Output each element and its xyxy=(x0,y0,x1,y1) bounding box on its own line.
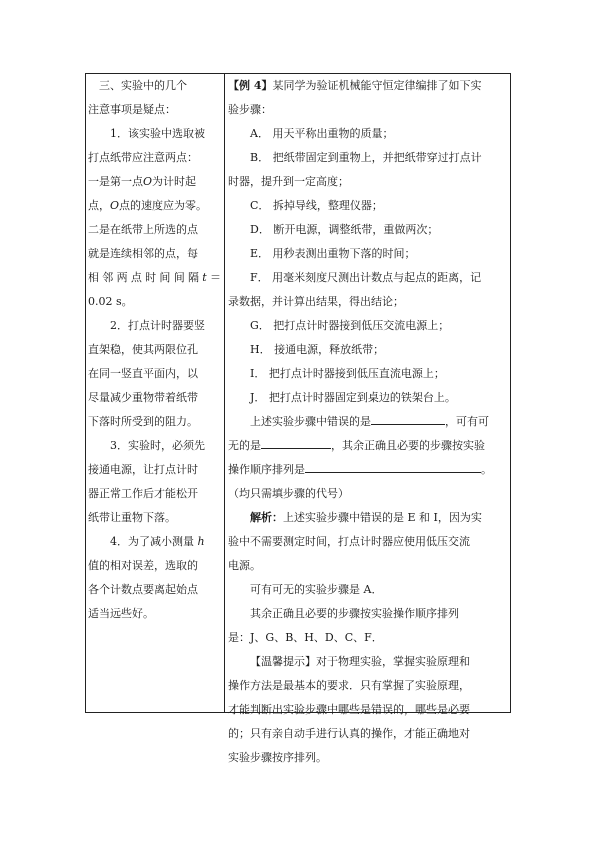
step-e: E． 用秒表测出重物下落的时间； xyxy=(250,247,416,260)
example-intro: 验步骤： xyxy=(228,103,272,116)
answer-blank[interactable] xyxy=(261,435,331,449)
note-text: 器正常工作后才能松开 xyxy=(88,487,198,500)
example-intro: 【例 4】某同学为验证机械能守恒定律编排了如下实 xyxy=(228,79,482,92)
note-text: 3．实验时，必须先 xyxy=(110,439,205,452)
note-text: 二是在纸带上所选的点 xyxy=(88,223,198,236)
analysis-text: 验中不需要测定时间，打点计时器应使用低压交流 xyxy=(228,535,470,548)
note-text: 下落时所受到的阻力。 xyxy=(88,415,198,428)
question-text: 上述实验步骤中错误的是 ，可有可 xyxy=(228,410,508,434)
step-b: 时器，提升到一定高度； xyxy=(228,175,349,188)
note-text: 0.02 s。 xyxy=(88,295,133,308)
analysis-text: 解析：上述实验步骤中错误的是 E 和 I，因为实 xyxy=(250,511,482,524)
analysis-text: 其余正确且必要的步骤按实验操作顺序排列 xyxy=(250,607,459,620)
example-column xyxy=(228,74,508,770)
step-d: D． 断开电源，调整纸带，重做两次； xyxy=(250,223,439,236)
step-i: I． 把打点计时器接到低压直流电源上； xyxy=(250,367,445,380)
step-j: J． 把打点计时器固定到桌边的铁架台上。 xyxy=(250,391,456,404)
note-text: 适当远些好。 xyxy=(88,607,154,620)
tip-text: 【温馨提示】对于物理实验，掌握实验原理和 xyxy=(250,655,470,668)
step-b: B． 把纸带固定到重物上，并把纸带穿过打点计 xyxy=(250,151,482,164)
notes-column xyxy=(88,74,221,626)
tip-text: 操作方法是最基本的要求．只有掌握了实验原理， xyxy=(228,679,470,692)
note-text: 直架稳，使其两限位孔 xyxy=(88,343,198,356)
answer-blank[interactable] xyxy=(305,459,481,473)
step-c: C． 拆掉导线，整理仪器； xyxy=(250,199,383,212)
example-tag: 【例 4】 xyxy=(228,79,273,92)
answer-blank[interactable] xyxy=(371,411,445,425)
note-text: 各个计数点要离起始点 xyxy=(88,583,198,596)
tip-text: 的；只有亲自动手进行认真的操作，才能正确地对 xyxy=(228,727,470,740)
note-text: 就是连续相邻的点，每 xyxy=(88,247,198,260)
note-text: 值的相对误差，选取的 xyxy=(88,559,198,572)
note-text: 2．打点计时器要竖 xyxy=(110,319,205,332)
analysis-text: 可有可无的实验步骤是 A． xyxy=(250,583,383,596)
analysis-text: 是：J、G、B、H、D、C、F． xyxy=(228,631,383,644)
step-f: 录数据，并计算出结果，得出结论； xyxy=(228,295,404,308)
notes-title: 注意事项是疑点： xyxy=(88,103,176,116)
step-a: A． 用天平称出重物的质量； xyxy=(250,127,394,140)
question-text: 操作顺序排列是 。 xyxy=(228,458,508,482)
note-text: 点，O点的速度应为零。 xyxy=(88,199,208,212)
note-text: 纸带让重物下落。 xyxy=(88,511,176,524)
note-text: 一是第一点O为计时起 xyxy=(88,175,197,188)
step-h: H． 接通电源，释放纸带； xyxy=(250,343,385,356)
column-divider xyxy=(224,73,225,713)
question-text: 无的是 ，其余正确且必要的步骤按实验 xyxy=(228,434,508,458)
analysis-label: 解析： xyxy=(250,511,283,524)
analysis-text: 电源。 xyxy=(228,559,261,572)
note-text: 尽量减少重物带着纸带 xyxy=(88,391,198,404)
tip-label: 【温馨提示】 xyxy=(250,655,316,668)
tip-text: 实验步骤按序排列。 xyxy=(228,751,327,764)
note-text: 在同一竖直平面内，以 xyxy=(88,367,198,380)
note-text: 接通电源，让打点计时 xyxy=(88,463,198,476)
note-text: 打点纸带应注意两点： xyxy=(88,151,198,164)
step-f: F． 用毫米刻度尺测出计数点与起点的距离，记 xyxy=(250,271,482,284)
question-note: （均只需填步骤的代号） xyxy=(228,487,349,500)
tip-text: 才能判断出实验步骤中哪些是错误的，哪些是必要 xyxy=(228,703,470,716)
note-text: 4．为了减小测量 h xyxy=(110,535,205,548)
note-text: 1．该实验中选取被 xyxy=(110,127,205,140)
notes-title: 三、实验中的几个 xyxy=(99,79,187,92)
note-text: 相邻两点时间间隔t＝ xyxy=(88,271,221,284)
step-g: G． 把打点计时器接到低压交流电源上； xyxy=(250,319,450,332)
